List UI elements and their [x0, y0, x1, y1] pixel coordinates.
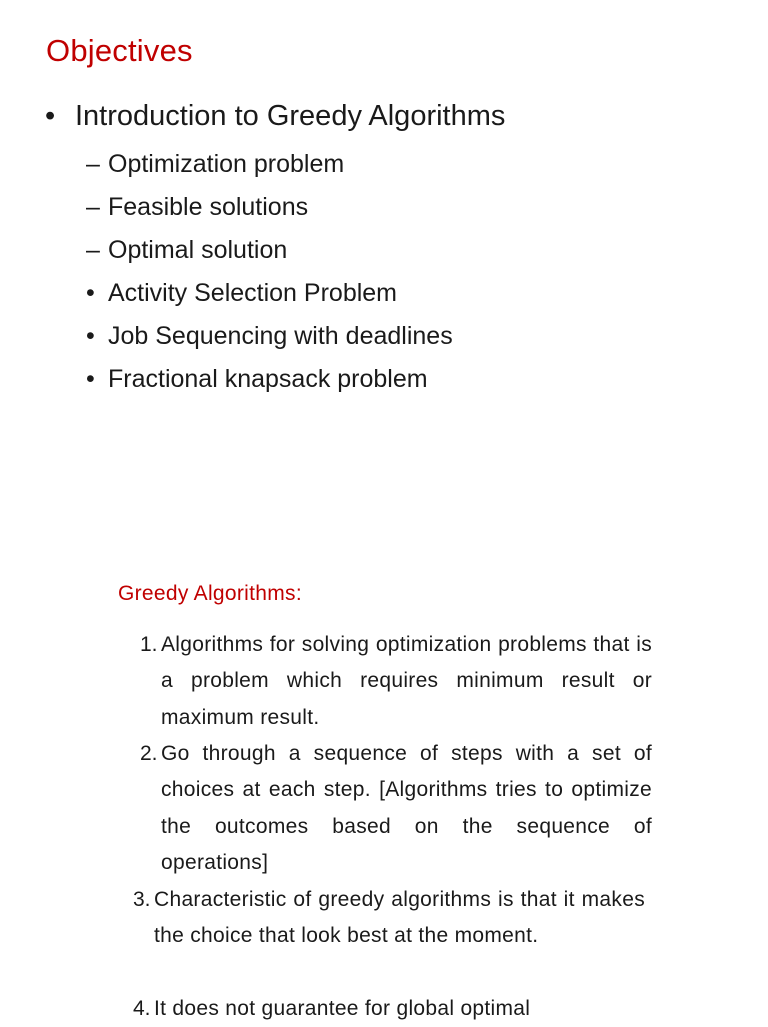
- bullet-marker: •: [45, 100, 56, 132]
- dash-marker: –: [86, 193, 100, 221]
- point-number: 2.: [140, 742, 158, 765]
- sub-item-text: Optimal solution: [108, 236, 288, 264]
- point-number: 4.: [133, 997, 151, 1020]
- sub-item-text: Feasible solutions: [108, 193, 309, 221]
- numbered-point-1: [140, 627, 652, 736]
- point-text: Characteristic of greedy algorithms is that it makes the choice that look best at the moment.: [154, 888, 645, 948]
- point-number: 1.: [140, 633, 158, 656]
- bullet-marker: •: [86, 279, 95, 307]
- sub-item-feasible: [86, 193, 308, 222]
- bullet-marker: •: [86, 365, 95, 393]
- sub-item-job-sequencing: [86, 322, 453, 351]
- main-bullet-text: Introduction to Greedy Algorithms: [75, 100, 506, 132]
- sub-item-optimization: [86, 150, 344, 179]
- sub-item-activity-selection: [86, 279, 397, 308]
- page-title: Objectives: [46, 33, 193, 68]
- sub-item-fractional-knapsack: [86, 365, 428, 394]
- dash-marker: –: [86, 150, 100, 178]
- numbered-point-2: [140, 736, 652, 881]
- sub-item-text: Fractional knapsack problem: [108, 365, 428, 393]
- sub-item-optimal: [86, 236, 287, 265]
- point-text: Algorithms for solving optimization problems that is a problem which requires minimum result or maximum result.: [161, 633, 652, 729]
- main-bullet: [45, 100, 505, 133]
- sub-item-text: Activity Selection Problem: [108, 279, 398, 307]
- sub-item-text: Job Sequencing with deadlines: [108, 322, 453, 350]
- point-text: It does not guarantee for global optimal: [154, 997, 531, 1020]
- numbered-point-4: [133, 991, 645, 1027]
- bullet-marker: •: [86, 322, 95, 350]
- numbered-point-3: [133, 882, 645, 955]
- section-heading: Greedy Algorithms:: [118, 582, 302, 605]
- dash-marker: –: [86, 236, 100, 264]
- point-number: 3.: [133, 888, 151, 911]
- point-text: Go through a sequence of steps with a set of choices at each step. [Algorithms tries to optimize the outcomes based on the sequence of operations]: [161, 742, 652, 874]
- sub-item-text: Optimization problem: [108, 150, 345, 178]
